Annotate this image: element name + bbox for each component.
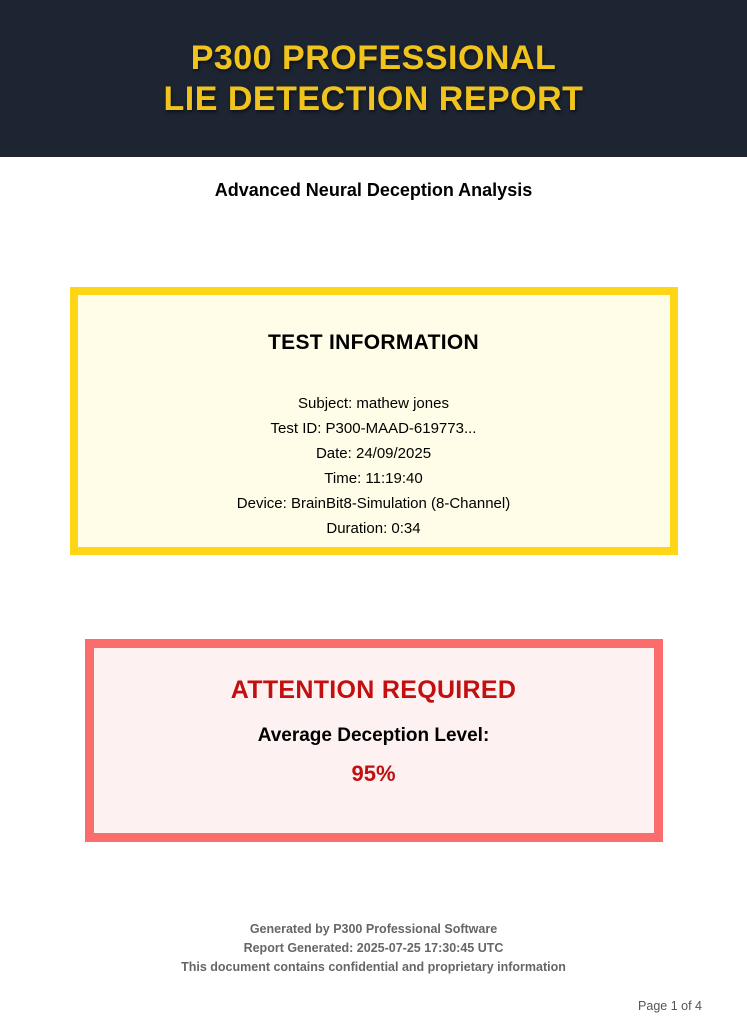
report-title-line1: P300 PROFESSIONAL: [190, 38, 557, 77]
test-info-subject: Subject: mathew jones: [298, 395, 449, 412]
test-information-heading: TEST INFORMATION: [268, 331, 479, 354]
test-info-date: Date: 24/09/2025: [315, 445, 432, 462]
test-info-test-id: Test ID: P300-MAAD-619773...: [270, 420, 477, 437]
deception-level-label: Average Deception Level:: [257, 725, 490, 746]
test-information-box: [70, 287, 678, 555]
footer-report-generated: Report Generated: 2025-07-25 17:30:45 UTC: [243, 941, 504, 955]
attention-required-heading: ATTENTION REQUIRED: [230, 676, 517, 704]
report-title: [164, 38, 584, 120]
test-info-device: Device: BrainBit8-Simulation (8-Channel): [236, 495, 511, 512]
deception-level-value: 95%: [351, 761, 396, 786]
report-subtitle: Advanced Neural Deception Analysis: [214, 180, 533, 200]
attention-required-box: [85, 639, 663, 842]
footer-confidential-note: This document contains confidential and proprietary information: [181, 960, 566, 974]
footer-generated-by: Generated by P300 Professional Software: [249, 922, 498, 936]
report-footer: [0, 920, 747, 1013]
test-information-lines: [90, 391, 658, 541]
report-title-line2: LIE DETECTION REPORT: [163, 79, 584, 118]
test-info-time: Time: 11:19:40: [324, 470, 423, 487]
test-info-duration: Duration: 0:34: [326, 520, 421, 537]
footer-notes: [0, 920, 747, 977]
page-indicator: Page 1 of 4: [638, 999, 702, 1013]
report-header-band: [0, 0, 747, 157]
